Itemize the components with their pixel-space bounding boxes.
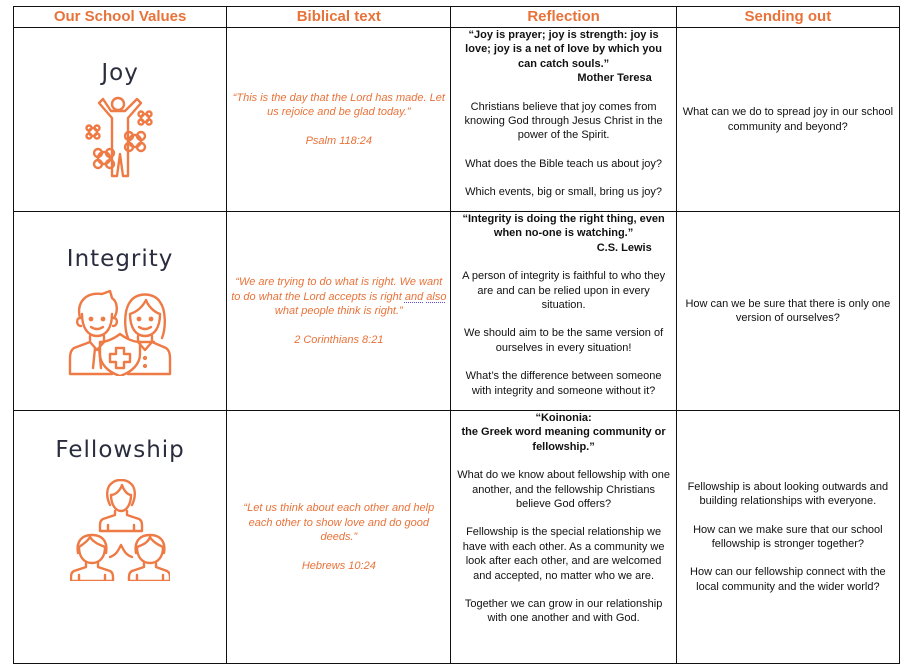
sending-out-cell-joy (676, 28, 899, 212)
sending-out-text: What can we do to spread joy in our school community and beyond? (682, 106, 894, 133)
bible-cell-integrity (227, 212, 451, 411)
sending-out-text: How can our fellowship connect with the local community and the wider world? (690, 566, 886, 593)
reflection-paragraph: Fellowship is the special relationship we have with each other. As a community we look after each other, and are welcomed and accepted, no matter who we are. (462, 526, 665, 582)
table-row-fellowship (14, 411, 900, 664)
joyful-person-with-flowers-icon (85, 96, 155, 180)
spellcheck-flagged-word[interactable]: also (426, 290, 447, 303)
reflection-cell-joy (451, 28, 676, 212)
sending-out-cell-integrity (676, 212, 899, 411)
table-row-integrity (14, 212, 900, 411)
reflection-paragraph: What does the Bible teach us about joy? (465, 157, 663, 170)
reflection-paragraph: What do we know about fellowship with one another, and the fellowship Christians believe God offers? (457, 469, 670, 511)
reflection-paragraph: A person of integrity is faithful to who they are and can be relied upon in every situation. (462, 270, 666, 312)
value-title-integrity: Integrity (66, 246, 174, 272)
value-cell-integrity (14, 212, 227, 411)
sending-out-text: How can we make sure that our school fellowship is stronger together? (693, 523, 883, 550)
bible-quote-fellowship: “Let us think about each other and help each other to show love and do good deeds.” (243, 502, 435, 543)
group-of-three-people-icon (70, 479, 170, 581)
reflection-author-joy: Mother Teresa (577, 72, 652, 85)
two-people-with-shield-icon (68, 288, 172, 376)
reflection-quote-joy: “Joy is prayer; joy is strength: joy is love; joy is a net of love by which you can catch souls.” (465, 29, 662, 70)
header-sending-out: Sending out (676, 7, 899, 28)
reflection-author-integrity: C.S. Lewis (596, 241, 652, 254)
table-row-joy (14, 28, 900, 212)
reflection-cell-integrity (451, 212, 676, 411)
header-biblical-text: Biblical text (227, 7, 451, 28)
spellcheck-flagged-word[interactable]: and (404, 290, 424, 303)
school-values-table (13, 6, 900, 664)
value-title-fellowship: Fellowship (55, 437, 185, 463)
bible-quote-text: “We are trying to do what is right. We want to do what the Lord accepts is right (231, 276, 443, 303)
value-cell-fellowship (14, 411, 227, 664)
reflection-cell-fellowship (451, 411, 676, 664)
reflection-quote-line1: “Koinonia: (535, 412, 592, 424)
bible-reference-integrity: 2 Corinthians 8:21 (294, 333, 384, 346)
reflection-quote-integrity: “Integrity is doing the right thing, even when no-one is watching.” (462, 213, 665, 240)
reflection-quote-line2: the Greek word meaning community or fellowship.” (461, 426, 666, 453)
reflection-paragraph: Which events, big or small, bring us joy? (465, 186, 663, 199)
reflection-paragraph: What’s the difference between someone with integrity and someone without it? (465, 370, 662, 397)
bible-reference-fellowship: Hebrews 10:24 (301, 559, 376, 572)
sending-out-text: Fellowship is about looking outwards and building relationships with everyone. (687, 480, 889, 508)
bible-quote-integrity (231, 275, 446, 319)
bible-quote-joy: “This is the day that the Lord has made. Let us rejoice and be glad today.” (232, 91, 445, 119)
reflection-paragraph: Together we can grow in our relationship with one another and with God. (464, 598, 663, 625)
reflection-paragraph: Christians believe that joy comes from knowing God through Jesus Christ in the power of the Spirit. (464, 100, 663, 142)
reflection-paragraph: We should aim to be the same version of ourselves in every situation! (464, 327, 664, 354)
header-school-values: Our School Values (14, 7, 227, 28)
sending-out-cell-fellowship (676, 411, 899, 664)
bible-quote-text: what people think is right.” (274, 305, 403, 317)
header-row (14, 7, 900, 28)
value-title-joy: Joy (101, 59, 139, 86)
bible-reference-joy: Psalm 118:24 (305, 134, 373, 147)
value-cell-joy (14, 28, 227, 212)
bible-cell-fellowship (227, 411, 451, 664)
sending-out-text: How can we be sure that there is only one version of ourselves? (685, 297, 891, 324)
header-reflection: Reflection (451, 7, 676, 28)
bible-cell-joy (227, 28, 451, 212)
